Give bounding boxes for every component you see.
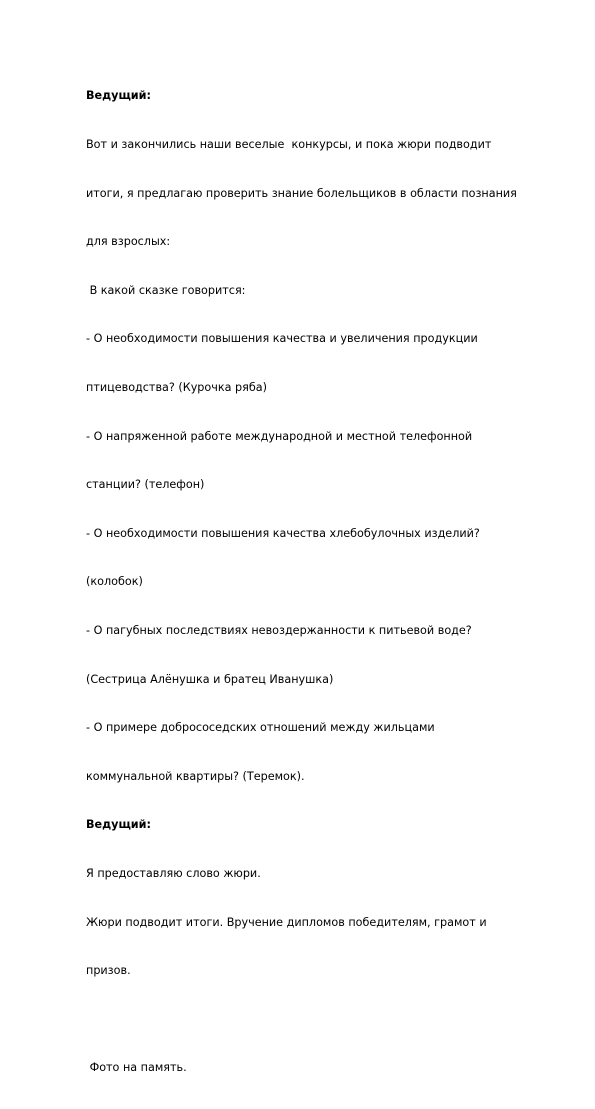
document-body [86, 56, 556, 1109]
text-line: Жюри подводит итоги. Вручение дипломов победителям, грамот и [86, 915, 487, 929]
question-line: - О необходимости повышения качества и увеличения продукции [86, 332, 478, 346]
speaker-label: Ведущий: [86, 818, 151, 832]
blank-line [86, 1012, 556, 1028]
question-line: - О напряженной работе международной и местной телефонной [86, 429, 473, 443]
text-line: Я предоставляю слово жюри. [86, 866, 261, 880]
text-line: Вот и закончились наши веселые конкурсы, и пока жюри подводит [86, 138, 492, 151]
text-line: призов. [86, 964, 131, 978]
question-line: станции? (телефон) [86, 478, 205, 492]
question-line: коммунальной квартиры? (Теремок). [86, 769, 305, 783]
question-line: - О пагубных последствиях невоздержанности к питьевой воде? [86, 623, 472, 637]
question-line: (колобок) [86, 575, 143, 589]
text-line: итоги, я предлагаю проверить знание болельщиков в области познания [86, 186, 517, 200]
question-line: - О примере добрососедских отношений между жильцами [86, 721, 435, 735]
question-line: (Сестрица Алёнушка и братец Иванушка) [86, 672, 334, 686]
text-line: для взрослых: [86, 235, 171, 249]
question-line: - О необходимости повышения качества хлебобулочных изделий? [86, 526, 480, 540]
question-line: птицеводства? (Курочка ряба) [86, 380, 267, 394]
closing-line: Фото на память. [86, 1061, 187, 1075]
text-line: В какой сказке говорится: [86, 283, 246, 297]
speaker-label: Ведущий: [86, 89, 151, 103]
